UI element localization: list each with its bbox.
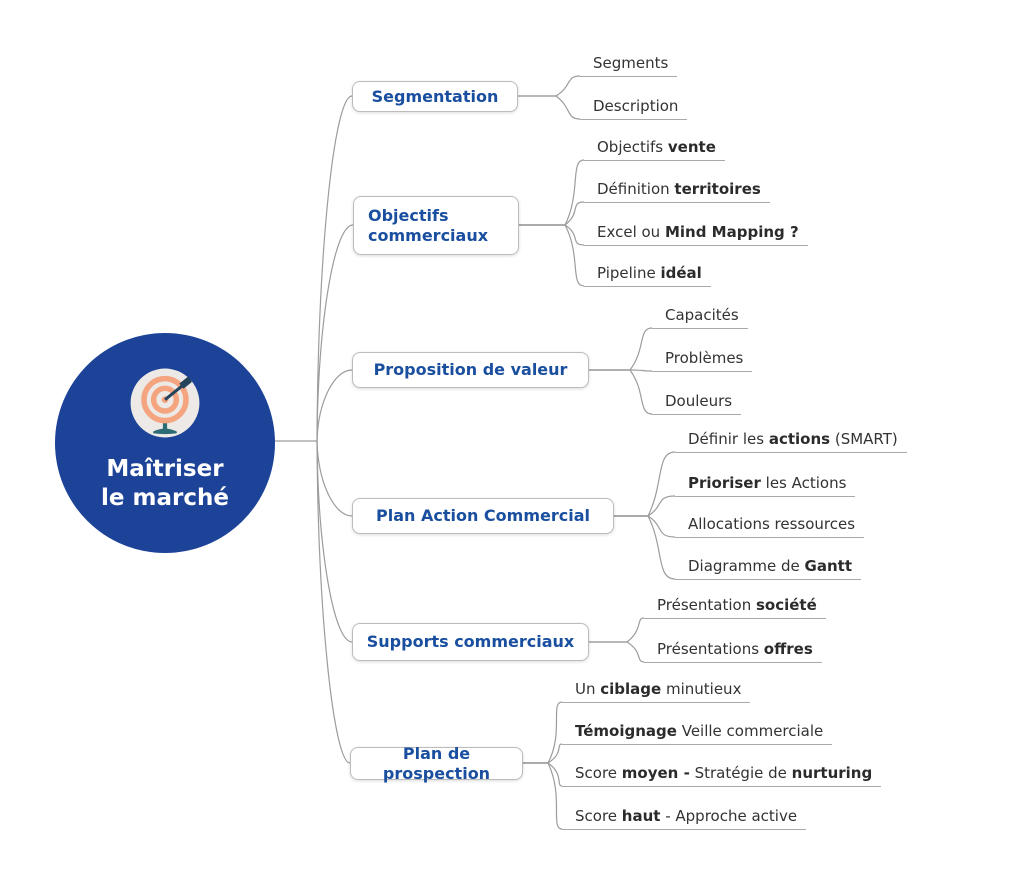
connector-leaf bbox=[613, 516, 675, 579]
leaf-node[interactable] bbox=[644, 639, 822, 663]
leaf-text: Capacités bbox=[665, 306, 739, 324]
leaf-text: Un bbox=[575, 680, 601, 698]
leaf-text: Douleurs bbox=[665, 392, 733, 410]
leaf-text-bold: Témoignage bbox=[575, 722, 677, 740]
connector-leaf bbox=[588, 328, 652, 370]
leaf-text: Allocations ressources bbox=[688, 515, 856, 533]
leaf-node[interactable] bbox=[584, 263, 711, 287]
leaf-text: minutieux bbox=[661, 680, 742, 698]
connector-leaf bbox=[588, 642, 644, 662]
leaf-text-bold: actions bbox=[768, 430, 831, 448]
leaf-text: Problèmes bbox=[665, 349, 744, 367]
leaf-node[interactable] bbox=[675, 514, 864, 538]
leaf-node[interactable] bbox=[584, 222, 808, 246]
leaf-text-bold: territoires bbox=[674, 180, 761, 198]
connector-leaf bbox=[517, 96, 580, 119]
leaf-text: Pipeline bbox=[597, 264, 661, 282]
leaf-text-bold: Mind Mapping ? bbox=[664, 223, 799, 241]
leaf-text: Objectifs bbox=[597, 138, 668, 156]
connector-branch bbox=[317, 370, 352, 441]
leaf-node[interactable] bbox=[562, 679, 750, 703]
leaf-node[interactable] bbox=[562, 721, 832, 745]
leaf-node[interactable] bbox=[562, 763, 881, 787]
connector-leaf bbox=[518, 160, 584, 225]
leaf-node[interactable] bbox=[562, 806, 806, 830]
leaf-text: Score bbox=[575, 807, 622, 825]
leaf-text: Veille commerciale bbox=[676, 722, 824, 740]
leaf-text-bold: moyen - bbox=[621, 764, 690, 782]
leaf-node[interactable] bbox=[584, 179, 770, 203]
connector-leaf bbox=[518, 202, 584, 225]
central-topic-title-line2: le marché bbox=[101, 485, 229, 511]
leaf-node[interactable] bbox=[675, 429, 907, 453]
leaf-node[interactable] bbox=[580, 96, 687, 120]
leaf-node[interactable] bbox=[584, 137, 725, 161]
connector-leaf bbox=[522, 702, 562, 763]
leaf-text: Excel ou bbox=[597, 223, 665, 241]
leaf-text: Segments bbox=[593, 54, 669, 72]
leaf-text: Présentations bbox=[657, 640, 764, 658]
leaf-node[interactable] bbox=[675, 556, 861, 580]
leaf-text-bold: vente bbox=[667, 138, 716, 156]
leaf-text-bold: idéal bbox=[660, 264, 702, 282]
leaf-text-bold: nurturing bbox=[791, 764, 873, 782]
connector-leaf bbox=[522, 763, 562, 786]
connector-branch bbox=[317, 225, 353, 441]
leaf-node[interactable] bbox=[652, 305, 748, 329]
central-topic-title-line1: Maîtriser bbox=[106, 456, 224, 482]
leaf-node[interactable] bbox=[652, 391, 741, 415]
leaf-text: - Approche active bbox=[660, 807, 798, 825]
central-topic[interactable] bbox=[55, 333, 275, 553]
leaf-text: Présentation bbox=[657, 596, 756, 614]
connector-leaf bbox=[613, 516, 675, 537]
leaf-node[interactable] bbox=[652, 348, 752, 372]
connector-branch bbox=[317, 441, 352, 642]
branch-node-supports-commerciaux[interactable]: Supports commerciaux bbox=[352, 623, 589, 661]
leaf-text-bold: ciblage bbox=[600, 680, 662, 698]
branch-node-plan-de-prospection[interactable]: Plan de prospection bbox=[350, 747, 523, 780]
connector-branch bbox=[317, 441, 350, 763]
connector-branch bbox=[317, 441, 352, 516]
connector-leaf bbox=[518, 225, 584, 245]
leaf-text: (SMART) bbox=[830, 430, 898, 448]
leaf-text-bold: Gantt bbox=[804, 557, 852, 575]
connector-leaf bbox=[588, 618, 644, 642]
leaf-text-bold: offres bbox=[763, 640, 813, 658]
target-icon bbox=[123, 361, 207, 445]
branch-node-segmentation[interactable]: Segmentation bbox=[352, 81, 518, 112]
connector-branch bbox=[317, 96, 352, 441]
leaf-text: les Actions bbox=[760, 474, 847, 492]
leaf-text: Définir les bbox=[688, 430, 769, 448]
branch-node-plan-action-commercial[interactable]: Plan Action Commercial bbox=[352, 498, 614, 534]
leaf-node[interactable] bbox=[580, 53, 677, 77]
leaf-node[interactable] bbox=[675, 473, 855, 497]
connector-leaf bbox=[613, 496, 675, 516]
connector-leaf bbox=[522, 763, 562, 829]
connector-leaf bbox=[588, 370, 652, 414]
connector-leaf bbox=[517, 76, 580, 96]
leaf-node[interactable] bbox=[644, 595, 826, 619]
leaf-text: Score bbox=[575, 764, 622, 782]
branch-node-proposition-de-valeur[interactable]: Proposition de valeur bbox=[352, 352, 589, 388]
leaf-text-bold: Prioriser bbox=[688, 474, 761, 492]
leaf-text: Stratégie de bbox=[689, 764, 792, 782]
connector-leaf bbox=[613, 452, 675, 516]
connector-leaf bbox=[522, 744, 562, 763]
branch-node-objectifs-commerciaux[interactable]: Objectifs commerciaux bbox=[353, 196, 519, 255]
leaf-text: Description bbox=[593, 97, 679, 115]
leaf-text: Définition bbox=[597, 180, 675, 198]
leaf-text-bold: société bbox=[755, 596, 817, 614]
leaf-text-bold: haut bbox=[621, 807, 661, 825]
leaf-text: Diagramme de bbox=[688, 557, 805, 575]
